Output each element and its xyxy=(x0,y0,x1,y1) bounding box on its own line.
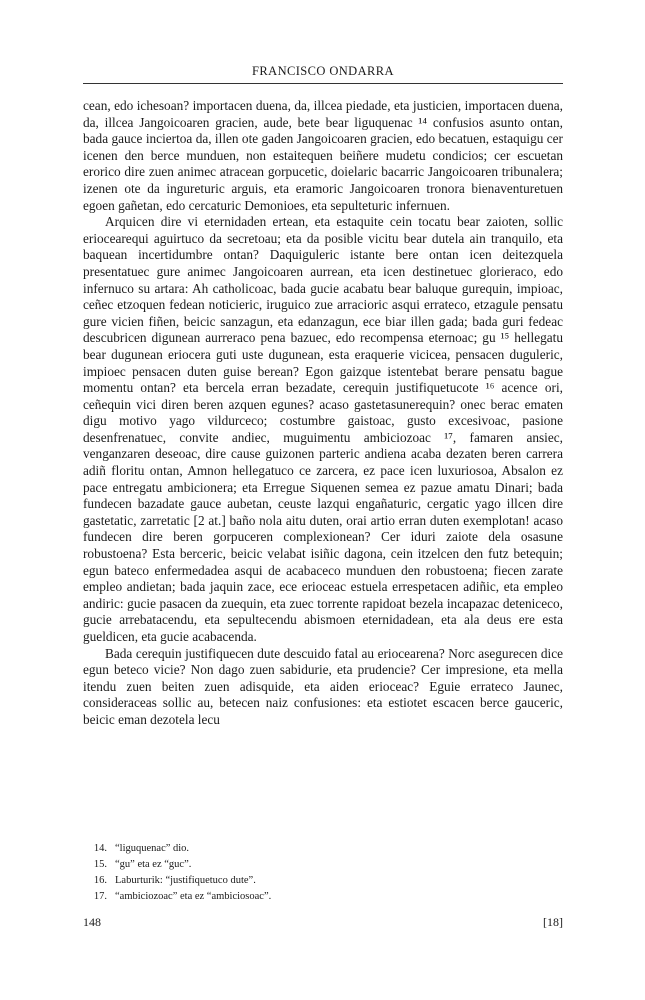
footnote-text: “ambiciozoac” eta ez “ambiciosoac”. xyxy=(115,891,272,902)
footnote-number: 14. xyxy=(93,843,107,854)
page-number: 148 xyxy=(83,915,101,929)
footnote-number: 16. xyxy=(93,875,107,886)
footnote-number: 17. xyxy=(93,891,107,902)
footnote xyxy=(83,857,563,873)
paragraph: Arquicen dire vi eternidaden ertean, eta estaquite cein tocatu bear zaioten, sollic eriocearequi aguirtuco da secretoau; eta da posible vicitu bear dutela ain tranquilo, eta baquean incertidumbre ontan? Daquiguleric istante bere ontan icen deitezquela presentatuec gure animec Jangoicoaren aurrean, eta icen destinetuec glorieraco, edo infernuco su artara: Ah catholicoac, bada gucie acabatu bear baluque gurequin, impioac, ceñec etzoquen fedean noticieric, iruguico zue arracioric asqui erratecо, etzagule pensatu gure vicien fiñen, beicic sanzagun, eta edanzagun, ece biar illen gada; bada guri fedeac descubricen digunean aurreraco pena bazuec, edo recompensa eternoac; gu ¹⁵ hellegatu bear dugunean eriocera guti uste dugunean, esta eraquerie vicicea, pensacen duguleric, impioec pensacen duten guise berean? Egon gaizque istentebat berare pensatu bague momentu ontan? eta bercela erran bezadate, cerequin justifiquetucote ¹⁶ acence ori, ceñequin vici diren beren azquen egunes? acaso gastetasunerequin? onec berac ematen digu motivo yago vildurceco; costumbre gaistoac, gusto excesivoac, pasione desenfrenatuec, convite andiec, muguimentu ambiciozoac ¹⁷, famaren ansiec, venganzaren deseoac, dire cause guizonen parteric andiena acaba dezaten beren carrera adiñ floritu ontan, Amnon hellegatuco ce zarcera, ez pace icen luxuriosoa, Absalon ez pace entregatu ambicionera; eta Erregue Siquenen semea ez pazue amatu Dinari; bada fundecen bazadate gauce aubetan, ceuste lazqui engañaturic, cergatic yago illcen dire gastetatic, zarretatic [2 at.] baño nola aitu duten, orai artio erran duten exemplotan! acaso fundecen dire beren gorpuceren complexionean? Cer iduri zaiote dela osasune robustoena? Esta berceric, beicic velabat isiñic dagona, cein itzelcen den futz betequin; egun bateco enfermedadea asqui de acabaceco munduen den robustoena; fiecen zarate empleo andietan; bada jaquin zace, ece erioceac estuela errespetacen adiñic, eta empleo andiric: gucie pasacen da zuequin, eta zuec torrente rapidoat bezela incapazac deteniceco, gucie arrebatacendu, eta sepultecendu abismoen eternidadean, eta ala deus ere esta gueldicen, eta gucie acabacenda. xyxy=(83,214,563,644)
footnote-text: Laburturik: “justifiquetuco dute”. xyxy=(115,875,256,886)
paragraph: Bada cerequin justifiquecen dute descuido fatal au eriocearena? Norc asegurecen dice egun beteco vicie? Non dago zuen sabidurie, eta prudencie? Cer impresione, eta mella itendu zuen beiten zuen adisquide, eta aiden erioceac? Eguie erratecо Jaunec, consideraceas sollic au, betecen naiz confusiones: eta estiotet escacen berce gauceric, beicic eman dezotela lecu xyxy=(83,645,563,727)
footnote-text: “gu” eta ez “guc”. xyxy=(115,859,192,870)
footnote xyxy=(83,873,563,889)
footnote-number: 15. xyxy=(93,859,107,870)
footnotes xyxy=(83,841,563,905)
footnote-text: “liguquenac” dio. xyxy=(115,843,190,854)
running-title: FRANCISCO ONDARRA xyxy=(252,64,394,78)
paragraph: cean, edo ichesoan? importacen duena, da, illcea piedade, eta justicien, importacen duena, da, illcea Jangoicoaren gracien, aude, bete bear liguquenac ¹⁴ confusios asunto ontan, bada gauce inciertoa da, illen ote gaden Jangoicoaren gracien, edo becatuen, estaquigu cer icenen den berce munduen, non estaitequen beiñere mudetu condicios; cer escuetan erorico dire zuen animec atracean gorpucetic, doielaric bacarric Jangoicoaren tribunalera; izenen ote da ingureturic arguis, eta eramoric Jangoicoaren tronora bienaventuretuen egoen gañetan, edo cercaturic Demonioes, eta sepulteturic infernuen. xyxy=(83,98,563,213)
folio-number: [18] xyxy=(543,915,563,929)
body-text xyxy=(83,98,563,729)
footnote xyxy=(83,889,563,905)
footnote xyxy=(83,841,563,857)
header-rule xyxy=(83,83,563,84)
